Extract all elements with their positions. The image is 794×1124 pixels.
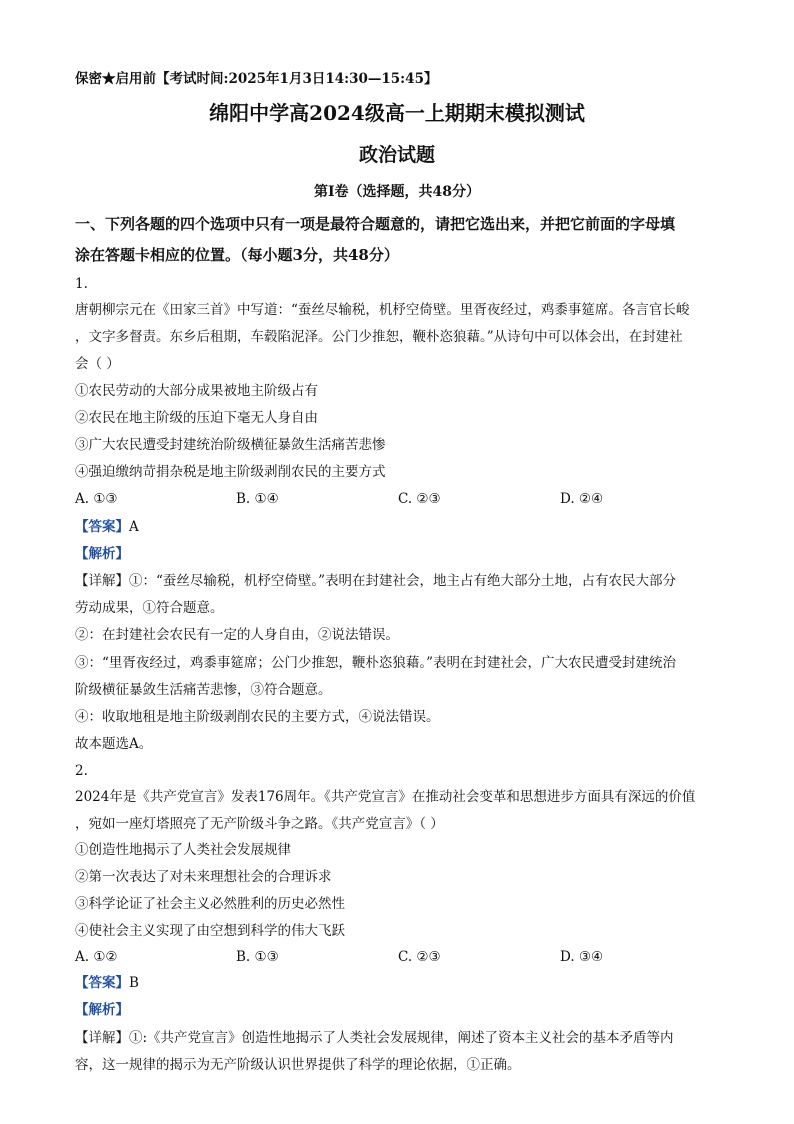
question-stem-line: ，文字多督责。东乡后租期，车毂陷泥泽。公门少推恕，鞭朴恣狼藉。”从诗句中可以体会出，在封建社 — [75, 329, 683, 345]
question-number: 1. — [75, 276, 88, 292]
exam-title: 绵阳中学高2024级高一上期期末模拟测试 — [209, 101, 585, 125]
detail-line: 阶级横征暴敛生活痛苦悲惨，③符合题意。 — [75, 682, 332, 698]
option-a: A. ①② — [75, 949, 118, 965]
detail-line: 【详解】①:《共产党宣言》创造性地揭示了人类社会发展规律，阐述了资本主义社会的基本矛盾等内 — [75, 1030, 674, 1046]
statement-item: ①农民劳动的大部分成果被地主阶级占有 — [75, 383, 318, 399]
answer-value: B — [129, 975, 139, 991]
statement-item: ③广大农民遭受封建统治阶级横征暴敛生活痛苦悲惨 — [75, 437, 386, 453]
detail-line: ④：收取地租是地主阶级剥削农民的主要方式，④说法错误。 — [75, 709, 440, 725]
section-instruction-line-2: 涂在答题卡相应的位置。（每小题3分，共48分） — [75, 246, 399, 264]
detail-line: 容，这一规律的揭示为无产阶级认识世界提供了科学的理论依据，①正确。 — [75, 1057, 521, 1073]
question-stem-line: 唐朝柳宗元在《田家三首》中写道：“蚕丝尽输税，机杼空倚壁。里胥夜经过，鸡黍事筵席。各言官长峻 — [75, 302, 690, 318]
option-d: D. ②④ — [560, 491, 604, 507]
answer-line — [75, 518, 725, 536]
statement-item: ②第一次表达了对未来理想社会的合理诉求 — [75, 869, 332, 885]
option-c: C. ②③ — [398, 491, 441, 507]
answer-value: A — [129, 519, 139, 535]
answer-label: 【答案】 — [75, 975, 129, 991]
subject-title: 政治试题 — [358, 144, 435, 166]
confidential-notice: 保密★启用前【考试时间:2025年1月3日14:30—15:45】 — [75, 71, 438, 87]
detail-line: 故本题选A。 — [75, 736, 153, 752]
option-b: B. ①④ — [236, 491, 279, 507]
analysis-label: 【解析】 — [75, 1002, 129, 1018]
question-stem-line: 会（ ） — [75, 356, 120, 372]
statement-item: ③科学论证了社会主义必然胜利的历史必然性 — [75, 896, 345, 912]
question-stem-line: ，宛如一座灯塔照亮了无产阶级斗争之路。《共产党宣言》（ ） — [75, 816, 444, 832]
answer-label: 【答案】 — [75, 519, 129, 535]
option-a: A. ①③ — [75, 491, 118, 507]
statement-item: ②农民在地主阶级的压迫下毫无人身自由 — [75, 410, 318, 426]
question-stem-line: 2024年是《共产党宣言》发表176周年。《共产党宣言》在推动社会变革和思想进步方面具有深远的价值 — [75, 789, 696, 805]
analysis-label: 【解析】 — [75, 546, 129, 562]
option-d: D. ③④ — [560, 949, 604, 965]
option-b: B. ①③ — [236, 949, 279, 965]
question-number: 2. — [75, 763, 88, 779]
detail-line: 劳动成果，①符合题意。 — [75, 600, 224, 616]
answer-line — [75, 974, 725, 992]
statement-item: ④使社会主义实现了由空想到科学的伟大飞跃 — [75, 923, 345, 939]
detail-line: ③：“里胥夜经过，鸡黍事筵席；公门少推恕，鞭朴恣狼藉。”表明在封建社会，广大农民遭受封建统治 — [75, 655, 677, 671]
section-instruction-line-1: 一、下列各题的四个选项中只有一项是最符合题意的，请把它选出来，并把它前面的字母填 — [75, 215, 676, 233]
statement-item: ①创造性地揭示了人类社会发展规律 — [75, 842, 291, 858]
statement-item: ④强迫缴纳苛捐杂税是地主阶级剥削农民的主要方式 — [75, 464, 386, 480]
detail-line: 【详解】①：“蚕丝尽输税，机杼空倚壁。”表明在封建社会，地主占有绝大部分土地，占有农民大部分 — [75, 573, 677, 589]
part-heading: 第Ⅰ卷（选择题，共48分） — [313, 184, 481, 200]
detail-line: ②：在封建社会农民有一定的人身自由，②说法错误。 — [75, 627, 399, 643]
option-c: C. ②③ — [398, 949, 441, 965]
